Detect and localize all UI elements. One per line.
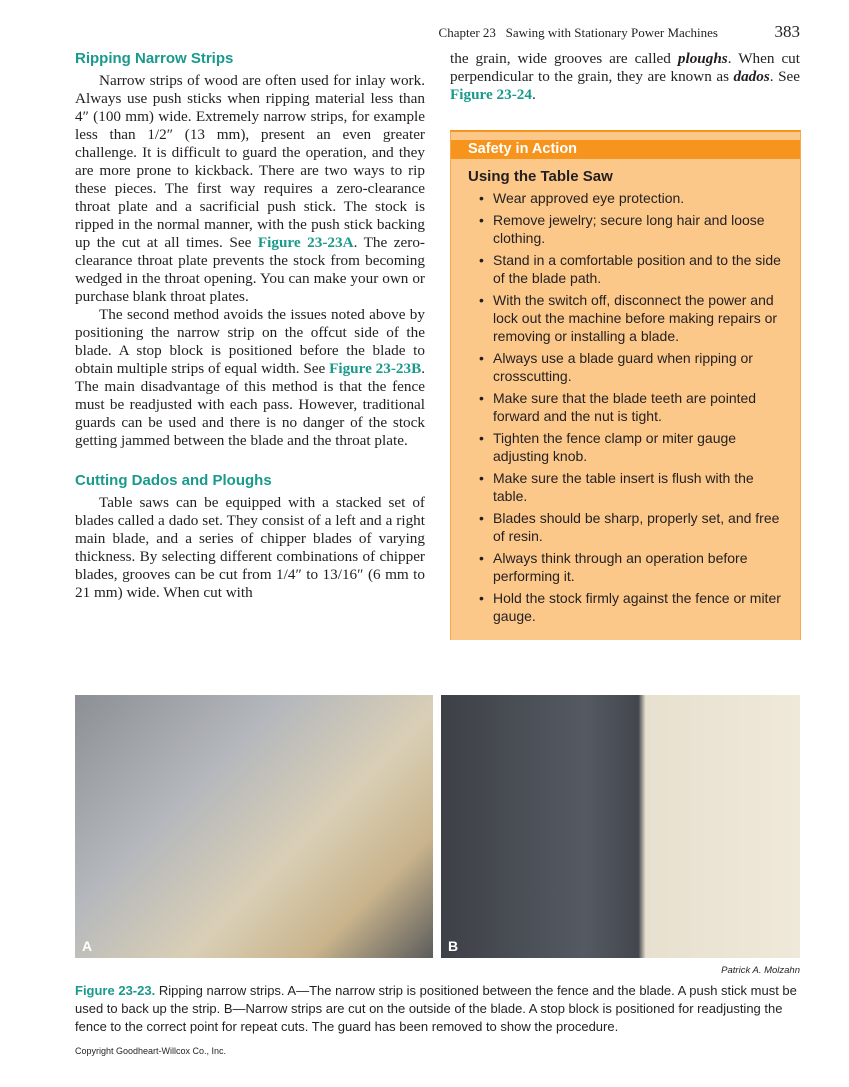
safety-item: • Always use a blade guard when ripping or crosscutting. bbox=[493, 349, 800, 385]
photo-label-a: A bbox=[82, 938, 93, 954]
term: dados bbox=[733, 68, 770, 85]
safety-list bbox=[451, 189, 800, 625]
text: the grain, wide grooves are called bbox=[450, 50, 678, 67]
safety-item: • Blades should be sharp, properly set, and free of resin. bbox=[493, 509, 800, 545]
paragraph bbox=[75, 72, 425, 306]
page-number: 383 bbox=[774, 22, 800, 41]
left-column bbox=[75, 50, 425, 602]
section-heading: Ripping Narrow Strips bbox=[75, 50, 234, 67]
right-column bbox=[450, 50, 800, 104]
caption-text: Ripping narrow strips. A—The narrow strip is positioned between the fence and the blade. A push stick must be used to back up the strip. B—Narrow strips are cut on the outside of the blade. A stop block is positioned for readjusting the fence to the correct point for repeat cuts. The guard has been removed to show the procedure. bbox=[75, 983, 797, 1034]
safety-banner: Safety in Action bbox=[451, 140, 800, 159]
safety-item: • Hold the stock firmly against the fence or miter gauge. bbox=[493, 589, 800, 625]
safety-item: • Stand in a comfortable position and to the side of the blade path. bbox=[493, 251, 800, 287]
text: . See bbox=[769, 68, 800, 85]
paragraph bbox=[450, 50, 800, 104]
paragraph: Table saws can be equipped with a stacked set of blades called a dado set. They consist of a left and a right main blade, and a series of chipper blades of varying thickness. By selecting different combinations of chipper blades, grooves can be cut from 1/4″ to 13/16″ (6 mm to 21 mm) wide. When cut with bbox=[75, 494, 425, 601]
safety-item: • Tighten the fence clamp or miter gauge adjusting knob. bbox=[493, 429, 800, 465]
section-heading: Cutting Dados and Ploughs bbox=[75, 472, 272, 489]
photo-a bbox=[75, 695, 433, 958]
text: Narrow strips of wood are often used for inlay work. Always use push sticks when ripping material less than 4″ (100 mm) wide. Extremely narrow strips, for example less than 1/2″ (13 mm), present an even greater challenge. It is difficult to guard the operation, and they are more prone to kickback. There are two ways to rip these pieces. The first way requires a zero-clearance throat plate and a sacrificial push stick. The stock is ripped in the normal manner, with the push stick backing up the cut at all times. See bbox=[75, 72, 425, 251]
photo-label-b: B bbox=[448, 938, 459, 954]
term: ploughs bbox=[677, 50, 728, 67]
text: The second method avoids the issues noted above by positioning the narrow strip on the offcut side of the blade. A stop block is positioned before the blade to obtain multiple strips of equal width. See bbox=[75, 306, 425, 377]
figure-link[interactable]: Figure 23-24 bbox=[450, 86, 532, 103]
safety-item: • Make sure the table insert is flush with the table. bbox=[493, 469, 800, 505]
photo-credit: Patrick A. Molzahn bbox=[721, 965, 800, 976]
figure-link[interactable]: Figure 23-23A bbox=[257, 234, 354, 251]
safety-box bbox=[450, 130, 801, 640]
safety-item: • With the switch off, disconnect the power and lock out the machine before making repairs or removing or installing a blade. bbox=[493, 291, 800, 345]
safety-item: • Remove jewelry; secure long hair and loose clothing. bbox=[493, 211, 800, 247]
text: . bbox=[531, 86, 536, 103]
figure-link[interactable]: Figure 23-23B bbox=[329, 360, 422, 377]
figure-caption bbox=[75, 982, 800, 1036]
caption-label: Figure 23-23. bbox=[75, 983, 156, 998]
safety-item: • Make sure that the blade teeth are pointed forward and the nut is tight. bbox=[493, 389, 800, 425]
safety-item: • Wear approved eye protection. bbox=[493, 189, 800, 207]
text: . The zero-clearance throat plate prevents the stock from becoming wedged in the throat opening. You can make your own or purchase blank throat plates. bbox=[75, 234, 425, 305]
chapter-title: Chapter 23 Sawing with Stationary Power Machines bbox=[438, 25, 718, 40]
photo-b bbox=[441, 695, 800, 958]
safety-item: • Always think through an operation before performing it. bbox=[493, 549, 800, 585]
text: . When cut perpendicular to the grain, they are known as bbox=[450, 50, 800, 85]
copyright: Copyright Goodheart-Willcox Co., Inc. bbox=[75, 1046, 227, 1056]
safety-title: Using the Table Saw bbox=[468, 168, 613, 185]
text: . The main disadvantage of this method is that the fence must be readjusted with each pass. However, traditional guards can be used and there is no danger of the stock getting jammed between the blade and the throat plate. bbox=[75, 360, 425, 449]
paragraph bbox=[75, 306, 425, 450]
